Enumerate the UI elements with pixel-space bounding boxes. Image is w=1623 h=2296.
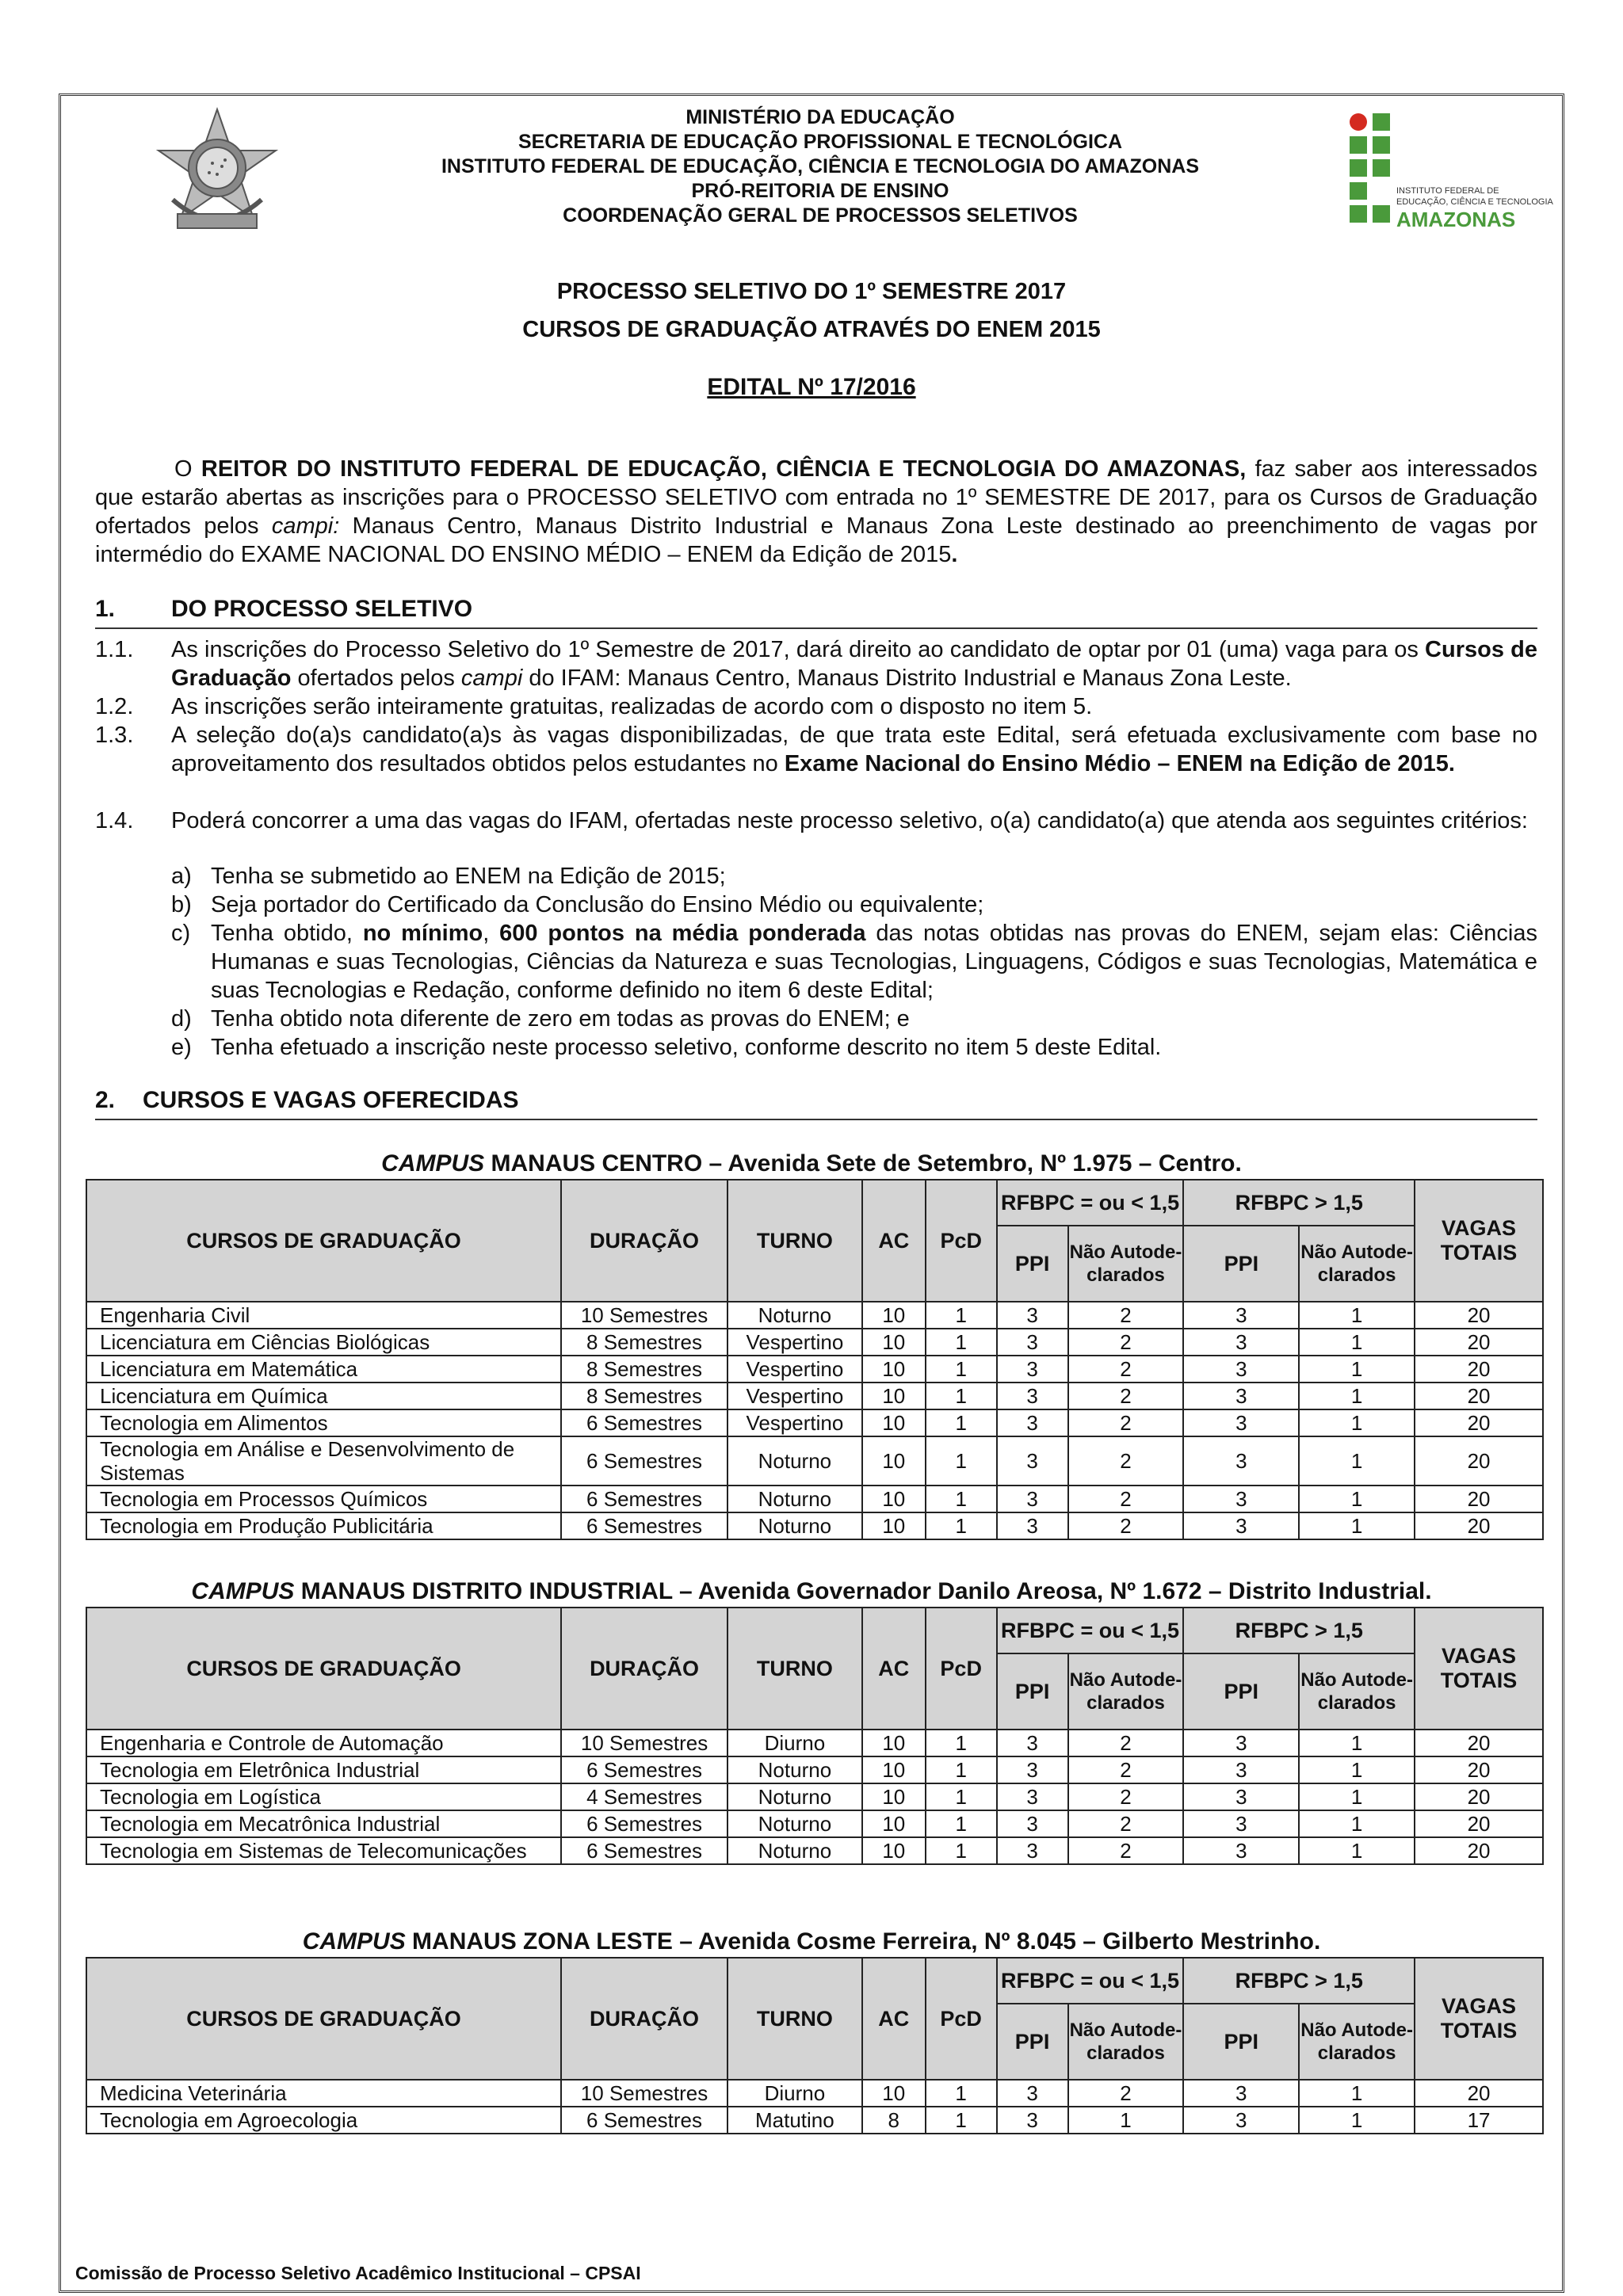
table-cell: 20: [1415, 1329, 1543, 1356]
table-cell: 3: [997, 1383, 1068, 1409]
table-cell: 10: [862, 1302, 926, 1329]
table-cell: 20: [1415, 1302, 1543, 1329]
table-row: [86, 1837, 1543, 1864]
table-cell: 10: [862, 1383, 926, 1409]
course-name-cell: Tecnologia em Mecatrônica Industrial: [86, 1810, 561, 1837]
courses-title: CURSOS DE GRADUAÇÃO ATRAVÉS DO ENEM 2015: [522, 317, 1101, 342]
logo-text-1: INSTITUTO FEDERAL DE: [1396, 186, 1499, 196]
table-cell: 1: [1299, 1512, 1415, 1539]
table-row: [86, 1486, 1543, 1512]
table-cell: 1: [926, 1436, 997, 1486]
logo-text-2: EDUCAÇÃO, CIÊNCIA E TECNOLOGIA: [1396, 197, 1553, 207]
table-cell: 1: [1299, 1837, 1415, 1864]
column-header: PcD: [926, 1608, 997, 1730]
table-cell: 3: [1183, 1383, 1299, 1409]
column-header: Não Autode-clarados: [1299, 2004, 1415, 2080]
table-cell: 3: [997, 1756, 1068, 1783]
table-cell: 1: [926, 1383, 997, 1409]
column-header: Não Autode-clarados: [1068, 2004, 1184, 2080]
table-cell: 2: [1068, 1512, 1184, 1539]
table-cell: 3: [997, 1810, 1068, 1837]
table-cell: 10: [862, 1810, 926, 1837]
table-cell: 20: [1415, 1756, 1543, 1783]
table-cell: 1: [926, 1302, 997, 1329]
table-cell: Noturno: [727, 1783, 862, 1810]
item-1-3: 1.3. A seleção do(a)s candidato(a)s às vagas disponibilizadas, de que trata este Edital, será efetuada exclusivamente com base no aproveitamento dos resultados obtidos pelos estudantes no Exame Nacional do Ensino Médio – ENEM na Edição de 2015.: [95, 723, 1537, 776]
course-name-cell: Tecnologia em Produção Publicitária: [86, 1512, 561, 1539]
table-cell: 1: [1299, 1783, 1415, 1810]
table-cell: Noturno: [727, 1302, 862, 1329]
column-header: TURNO: [727, 1180, 862, 1302]
campus-title: CAMPUS MANAUS CENTRO – Avenida Sete de Setembro, Nº 1.975 – Centro.: [381, 1150, 1242, 1177]
table-row: [86, 1356, 1543, 1383]
item-1-2: 1.2. As inscrições serão inteiramente gratuitas, realizadas de acordo com o disposto no item 5.: [95, 694, 1093, 719]
table-cell: Vespertino: [727, 1383, 862, 1409]
course-name-cell: Tecnologia em Sistemas de Telecomunicações: [86, 1837, 561, 1864]
table-cell: Noturno: [727, 1756, 862, 1783]
header-institution: [301, 105, 1339, 228]
table-cell: 6 Semestres: [561, 1409, 727, 1436]
table-cell: 1: [1299, 1383, 1415, 1409]
table-cell: Noturno: [727, 1810, 862, 1837]
column-header: RFBPC = ou < 1,5: [997, 1608, 1184, 1653]
table-cell: 20: [1415, 1409, 1543, 1436]
header-line: PRÓ-REITORIA DE ENSINO: [691, 180, 949, 202]
column-header: AC: [862, 1608, 926, 1730]
table-cell: Vespertino: [727, 1356, 862, 1383]
column-header: Não Autode-clarados: [1299, 1226, 1415, 1302]
header-line: INSTITUTO FEDERAL DE EDUCAÇÃO, CIÊNCIA E TECNOLOGIA DO AMAZONAS: [441, 155, 1200, 177]
column-header: PPI: [997, 1653, 1068, 1730]
table-row: [86, 1383, 1543, 1409]
table-cell: 3: [1183, 1356, 1299, 1383]
table-cell: 1: [926, 1810, 997, 1837]
table-cell: 20: [1415, 1436, 1543, 1486]
item-1-4: 1.4. Poderá concorrer a uma das vagas do IFAM, ofertadas neste processo seletivo, o(a) candidato(a) que atenda aos seguintes critérios:: [95, 808, 1528, 833]
campus-title: CAMPUS MANAUS DISTRITO INDUSTRIAL – Avenida Governador Danilo Areosa, Nº 1.672 – Distrito Industrial.: [191, 1578, 1432, 1604]
table-cell: 10 Semestres: [561, 1730, 727, 1756]
table-cell: 1: [926, 1329, 997, 1356]
table-cell: 1: [926, 1356, 997, 1383]
table-cell: 10: [862, 1436, 926, 1486]
table-cell: 3: [997, 1356, 1068, 1383]
column-header: RFBPC > 1,5: [1183, 1958, 1415, 2004]
column-header: Não Autode-clarados: [1068, 1226, 1184, 1302]
column-header: DURAÇÃO: [561, 1608, 727, 1730]
table-cell: 1: [926, 1409, 997, 1436]
table-cell: 2: [1068, 1436, 1184, 1486]
table-cell: 2: [1068, 1409, 1184, 1436]
table-cell: 3: [1183, 2107, 1299, 2134]
courses-table: [86, 1179, 1544, 1540]
course-name-cell: Licenciatura em Ciências Biológicas: [86, 1329, 561, 1356]
table-cell: 1: [1299, 1756, 1415, 1783]
column-header: VAGAS TOTAIS: [1415, 1180, 1543, 1302]
table-cell: 10: [862, 1409, 926, 1436]
table-cell: Vespertino: [727, 1409, 862, 1436]
table-cell: Noturno: [727, 1486, 862, 1512]
table-cell: 20: [1415, 1783, 1543, 1810]
table-cell: 3: [997, 1436, 1068, 1486]
table-cell: 2: [1068, 1302, 1184, 1329]
intro-paragraph: O REITOR DO INSTITUTO FEDERAL DE EDUCAÇÃO, CIÊNCIA E TECNOLOGIA DO AMAZONAS, faz saber aos interessados que estarão abertas as inscrições para o PROCESSO SELETIVO com entrada no 1º SEMESTRE DE 2017, para os Cursos de Graduação ofertados pelos campi: Manaus Centro, Manaus Distrito Industrial e Manaus Zona Leste destinado ao preenchimento de vagas por intermédio do EXAME NACIONAL DO ENSINO MÉDIO – ENEM da Edição de 2015.: [95, 456, 1537, 567]
table-cell: 2: [1068, 1783, 1184, 1810]
table-cell: 20: [1415, 1730, 1543, 1756]
column-header: PPI: [1183, 2004, 1299, 2080]
table-cell: 10: [862, 1783, 926, 1810]
table-cell: 1: [1299, 2107, 1415, 2134]
table-cell: 2: [1068, 1356, 1184, 1383]
courses-table: [86, 1607, 1544, 1865]
table-cell: 6 Semestres: [561, 1756, 727, 1783]
column-header: PPI: [1183, 1653, 1299, 1730]
table-cell: 8 Semestres: [561, 1383, 727, 1409]
table-cell: 10 Semestres: [561, 1302, 727, 1329]
table-cell: 1: [1299, 1486, 1415, 1512]
table-cell: 20: [1415, 1837, 1543, 1864]
coat-of-arms-emblem: [149, 105, 285, 241]
column-header: RFBPC = ou < 1,5: [997, 1958, 1184, 2004]
process-title: PROCESSO SELETIVO DO 1º SEMESTRE 2017: [556, 279, 1067, 304]
table-cell: 10: [862, 1837, 926, 1864]
table-cell: 3: [997, 1486, 1068, 1512]
course-name-cell: Tecnologia em Processos Químicos: [86, 1486, 561, 1512]
table-cell: 1: [926, 1837, 997, 1864]
table-cell: 10: [862, 1486, 926, 1512]
column-header: TURNO: [727, 1608, 862, 1730]
table-cell: 6 Semestres: [561, 1810, 727, 1837]
table-row: [86, 2107, 1543, 2134]
table-cell: 3: [1183, 1837, 1299, 1864]
table-row: [86, 2080, 1543, 2107]
criterion-d: d) Tenha obtido nota diferente de zero em todas as provas do ENEM; e: [171, 1006, 910, 1032]
table-cell: 1: [926, 1730, 997, 1756]
section-1-heading: 1. DO PROCESSO SELETIVO: [95, 596, 1537, 629]
table-cell: 1: [926, 2107, 997, 2134]
table-cell: 2: [1068, 1383, 1184, 1409]
table-cell: 1: [926, 1756, 997, 1783]
table-cell: Noturno: [727, 1436, 862, 1486]
table-cell: Matutino: [727, 2107, 862, 2134]
table-cell: 3: [997, 1329, 1068, 1356]
table-cell: Vespertino: [727, 1329, 862, 1356]
table-cell: 10: [862, 1756, 926, 1783]
table-cell: 20: [1415, 1810, 1543, 1837]
table-row: [86, 1302, 1543, 1329]
column-header: RFBPC = ou < 1,5: [997, 1180, 1184, 1226]
column-header: Não Autode-clarados: [1068, 1653, 1184, 1730]
table-cell: 3: [1183, 1329, 1299, 1356]
header-line: MINISTÉRIO DA EDUCAÇÃO: [685, 106, 955, 128]
table-cell: 2: [1068, 1730, 1184, 1756]
courses-table: [86, 1957, 1544, 2134]
course-name-cell: Tecnologia em Eletrônica Industrial: [86, 1756, 561, 1783]
table-cell: 1: [1299, 1329, 1415, 1356]
table-cell: 1: [926, 1783, 997, 1810]
table-row: [86, 1436, 1543, 1486]
column-header: Não Autode-clarados: [1299, 1653, 1415, 1730]
table-cell: 6 Semestres: [561, 1436, 727, 1486]
course-name-cell: Tecnologia em Logística: [86, 1783, 561, 1810]
table-cell: 2: [1068, 1810, 1184, 1837]
table-cell: 3: [1183, 2080, 1299, 2107]
column-header: RFBPC > 1,5: [1183, 1608, 1415, 1653]
criterion-e: e) Tenha efetuado a inscrição neste processo seletivo, conforme descrito no item 5 deste Edital.: [171, 1035, 1162, 1060]
table-cell: 8: [862, 2107, 926, 2134]
table-cell: 8 Semestres: [561, 1329, 727, 1356]
criterion-a: a) Tenha se submetido ao ENEM na Edição de 2015;: [171, 864, 726, 889]
table-cell: 10: [862, 1730, 926, 1756]
table-cell: 2: [1068, 1486, 1184, 1512]
criterion-c: c) Tenha obtido, no mínimo, 600 pontos na média ponderada das notas obtidas nas provas do ENEM, sejam elas: Ciências Humanas e suas Tecnologias, Ciências da Natureza e suas Tecnologias, Linguagens, Códigos e suas Tecnologias, Matemática e suas Tecnologias e Redação, conforme definido no item 6 deste Edital;: [171, 921, 1538, 1003]
column-header: TURNO: [727, 1958, 862, 2080]
table-cell: Noturno: [727, 1837, 862, 1864]
table-cell: 3: [1183, 1302, 1299, 1329]
table-cell: 3: [1183, 1409, 1299, 1436]
course-name-cell: Tecnologia em Agroecologia: [86, 2107, 561, 2134]
table-cell: 20: [1415, 1486, 1543, 1512]
edital-number: EDITAL Nº 17/2016: [707, 374, 916, 400]
table-cell: Noturno: [727, 1512, 862, 1539]
column-header: VAGAS TOTAIS: [1415, 1608, 1543, 1730]
table-cell: 1: [1299, 1356, 1415, 1383]
table-row: [86, 1329, 1543, 1356]
column-header: AC: [862, 1958, 926, 2080]
table-cell: 1: [926, 1486, 997, 1512]
table-cell: 3: [997, 2080, 1068, 2107]
header-line: COORDENAÇÃO GERAL DE PROCESSOS SELETIVOS: [563, 204, 1078, 227]
criterion-b: b) Seja portador do Certificado da Conclusão do Ensino Médio ou equivalente;: [171, 892, 984, 917]
course-name-cell: Engenharia e Controle de Automação: [86, 1730, 561, 1756]
ifam-logo: [1347, 111, 1553, 238]
table-cell: 3: [1183, 1810, 1299, 1837]
table-cell: Diurno: [727, 1730, 862, 1756]
column-header: CURSOS DE GRADUAÇÃO: [86, 1958, 561, 2080]
table-cell: 3: [1183, 1730, 1299, 1756]
table-row: [86, 1810, 1543, 1837]
table-cell: 3: [1183, 1756, 1299, 1783]
logo-text-3: AMAZONAS: [1396, 208, 1516, 231]
column-header: CURSOS DE GRADUAÇÃO: [86, 1180, 561, 1302]
table-cell: 3: [997, 1837, 1068, 1864]
column-header: PcD: [926, 1180, 997, 1302]
table-cell: 3: [1183, 1436, 1299, 1486]
table-cell: 2: [1068, 1837, 1184, 1864]
table-cell: 6 Semestres: [561, 1837, 727, 1864]
table-cell: 1: [1299, 2080, 1415, 2107]
table-cell: 3: [997, 2107, 1068, 2134]
column-header: VAGAS TOTAIS: [1415, 1958, 1543, 2080]
course-name-cell: Tecnologia em Alimentos: [86, 1409, 561, 1436]
table-cell: 6 Semestres: [561, 1512, 727, 1539]
table-cell: 8 Semestres: [561, 1356, 727, 1383]
table-cell: 1: [1299, 1302, 1415, 1329]
table-cell: 3: [997, 1512, 1068, 1539]
table-cell: 2: [1068, 1329, 1184, 1356]
table-cell: 3: [997, 1302, 1068, 1329]
section-2-heading: 2. CURSOS E VAGAS OFERECIDAS: [95, 1087, 1537, 1120]
campus-title: CAMPUS MANAUS ZONA LESTE – Avenida Cosme Ferreira, Nº 8.045 – Gilberto Mestrinho.: [302, 1928, 1321, 1955]
table-cell: 6 Semestres: [561, 2107, 727, 2134]
table-cell: 3: [1183, 1783, 1299, 1810]
column-header: AC: [862, 1180, 926, 1302]
course-name-cell: Medicina Veterinária: [86, 2080, 561, 2107]
table-row: [86, 1783, 1543, 1810]
item-1-1: 1.1. As inscrições do Processo Seletivo do 1º Semestre de 2017, dará direito ao candidato de optar por 01 (uma) vaga para os Cursos de Graduação ofertados pelos campi do IFAM: Manaus Centro, Manaus Distrito Industrial e Manaus Zona Leste.: [95, 637, 1537, 691]
column-header: PPI: [997, 2004, 1068, 2080]
course-name-cell: Tecnologia em Análise e Desenvolvimento de Sistemas: [86, 1436, 561, 1486]
table-cell: 1: [1299, 1436, 1415, 1486]
table-cell: 2: [1068, 1756, 1184, 1783]
table-cell: 1: [1299, 1810, 1415, 1837]
column-header: PcD: [926, 1958, 997, 2080]
table-cell: 2: [1068, 2080, 1184, 2107]
table-cell: 20: [1415, 1356, 1543, 1383]
column-header: PPI: [997, 1226, 1068, 1302]
column-header: RFBPC > 1,5: [1183, 1180, 1415, 1226]
table-cell: 10: [862, 1329, 926, 1356]
table-cell: 1: [1299, 1730, 1415, 1756]
table-cell: 3: [1183, 1512, 1299, 1539]
table-cell: 10: [862, 1512, 926, 1539]
table-cell: 20: [1415, 2080, 1543, 2107]
table-cell: 17: [1415, 2107, 1543, 2134]
header-line: SECRETARIA DE EDUCAÇÃO PROFISSIONAL E TECNOLÓGICA: [517, 131, 1123, 153]
column-header: PPI: [1183, 1226, 1299, 1302]
table-row: [86, 1756, 1543, 1783]
table-row: [86, 1730, 1543, 1756]
course-name-cell: Licenciatura em Matemática: [86, 1356, 561, 1383]
table-cell: 6 Semestres: [561, 1486, 727, 1512]
table-cell: 3: [997, 1783, 1068, 1810]
table-row: [86, 1512, 1543, 1539]
table-cell: 1: [1299, 1409, 1415, 1436]
footer-commission: Comissão de Processo Seletivo Acadêmico Institucional – CPSAI: [75, 2263, 641, 2283]
table-cell: 3: [997, 1730, 1068, 1756]
table-cell: 10: [862, 1356, 926, 1383]
table-cell: Diurno: [727, 2080, 862, 2107]
table-cell: 1: [926, 1512, 997, 1539]
table-cell: 3: [1183, 1486, 1299, 1512]
table-cell: 4 Semestres: [561, 1783, 727, 1810]
column-header: DURAÇÃO: [561, 1958, 727, 2080]
table-cell: 1: [1068, 2107, 1184, 2134]
column-header: CURSOS DE GRADUAÇÃO: [86, 1608, 561, 1730]
table-cell: 20: [1415, 1383, 1543, 1409]
table-cell: 20: [1415, 1512, 1543, 1539]
table-row: [86, 1409, 1543, 1436]
table-cell: 1: [926, 2080, 997, 2107]
table-cell: 3: [997, 1409, 1068, 1436]
column-header: DURAÇÃO: [561, 1180, 727, 1302]
table-cell: 10 Semestres: [561, 2080, 727, 2107]
course-name-cell: Licenciatura em Química: [86, 1383, 561, 1409]
course-name-cell: Engenharia Civil: [86, 1302, 561, 1329]
table-cell: 10: [862, 2080, 926, 2107]
